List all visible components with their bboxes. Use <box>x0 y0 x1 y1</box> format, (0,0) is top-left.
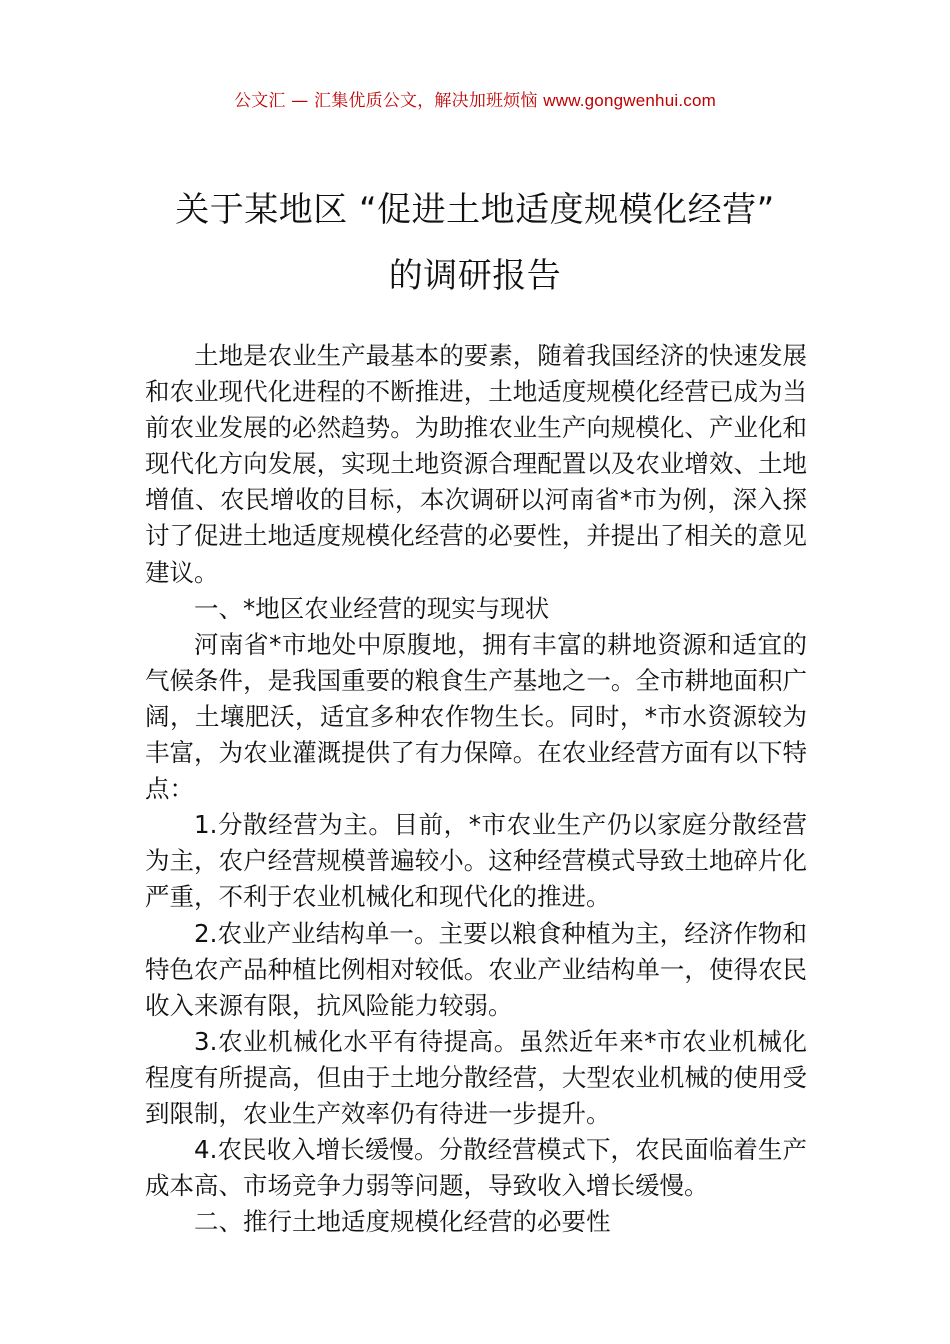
list-item-4: 4.农民收入增长缓慢。分散经营模式下，农民面临着生产成本高、市场竞争力弱等问题，导致收入增长缓慢。 <box>145 1135 807 1201</box>
header-brand: 公文汇 — 汇集优质公文，解决加班烦恼 <box>234 91 538 111</box>
document-body <box>145 338 807 1240</box>
list-item-2: 2.农业产业结构单一。主要以粮食种植为主，经济作物和特色农产品种植比例相对较低。农业产业结构单一，使得农民收入来源有限，抗风险能力较弱。 <box>145 918 807 1020</box>
section-heading-1: 一、*地区农业经营的现实与现状 <box>194 593 550 623</box>
header-url[interactable]: www.gongwenhui.com <box>543 91 716 110</box>
header-banner <box>0 86 950 111</box>
document-title-line-2: 的调研报告 <box>388 256 562 296</box>
document-title-line-1: 关于某地区 “促进土地适度规模化经营” <box>175 190 775 230</box>
list-item-3: 3.农业机械化水平有待提高。虽然近年来*市农业机械化程度有所提高，但由于土地分散经营，大型农业机械的使用受到限制，农业生产效率仍有待进一步提升。 <box>145 1026 807 1128</box>
paragraph-intro: 土地是农业生产最基本的要素，随着我国经济的快速发展和农业现代化进程的不断推进，土地适度规模化经营已成为当前农业发展的必然趋势。为助推农业生产向规模化、产业化和现代化方向发展，实现土地资源合理配置以及农业增效、土地增值、农民增收的目标，本次调研以河南省*市为例，深入探讨了促进土地适度规模化经营的必要性，并提出了相关的意见建议。 <box>145 341 807 587</box>
section-heading-2: 二、推行土地适度规模化经营的必要性 <box>194 1207 611 1237</box>
list-item-1: 1.分散经营为主。目前，*市农业生产仍以家庭分散经营为主，农户经营规模普遍较小。这种经营模式导致土地碎片化严重，不利于农业机械化和现代化的推进。 <box>145 810 807 912</box>
paragraph-overview: 河南省*市地处中原腹地，拥有丰富的耕地资源和适宜的气候条件，是我国重要的粮食生产基地之一。全市耕地面积广阔，土壤肥沃，适宜多种农作物生长。同时，*市水资源较为丰富，为农业灌溉提供了有力保障。在农业经营方面有以下特点： <box>145 629 807 804</box>
